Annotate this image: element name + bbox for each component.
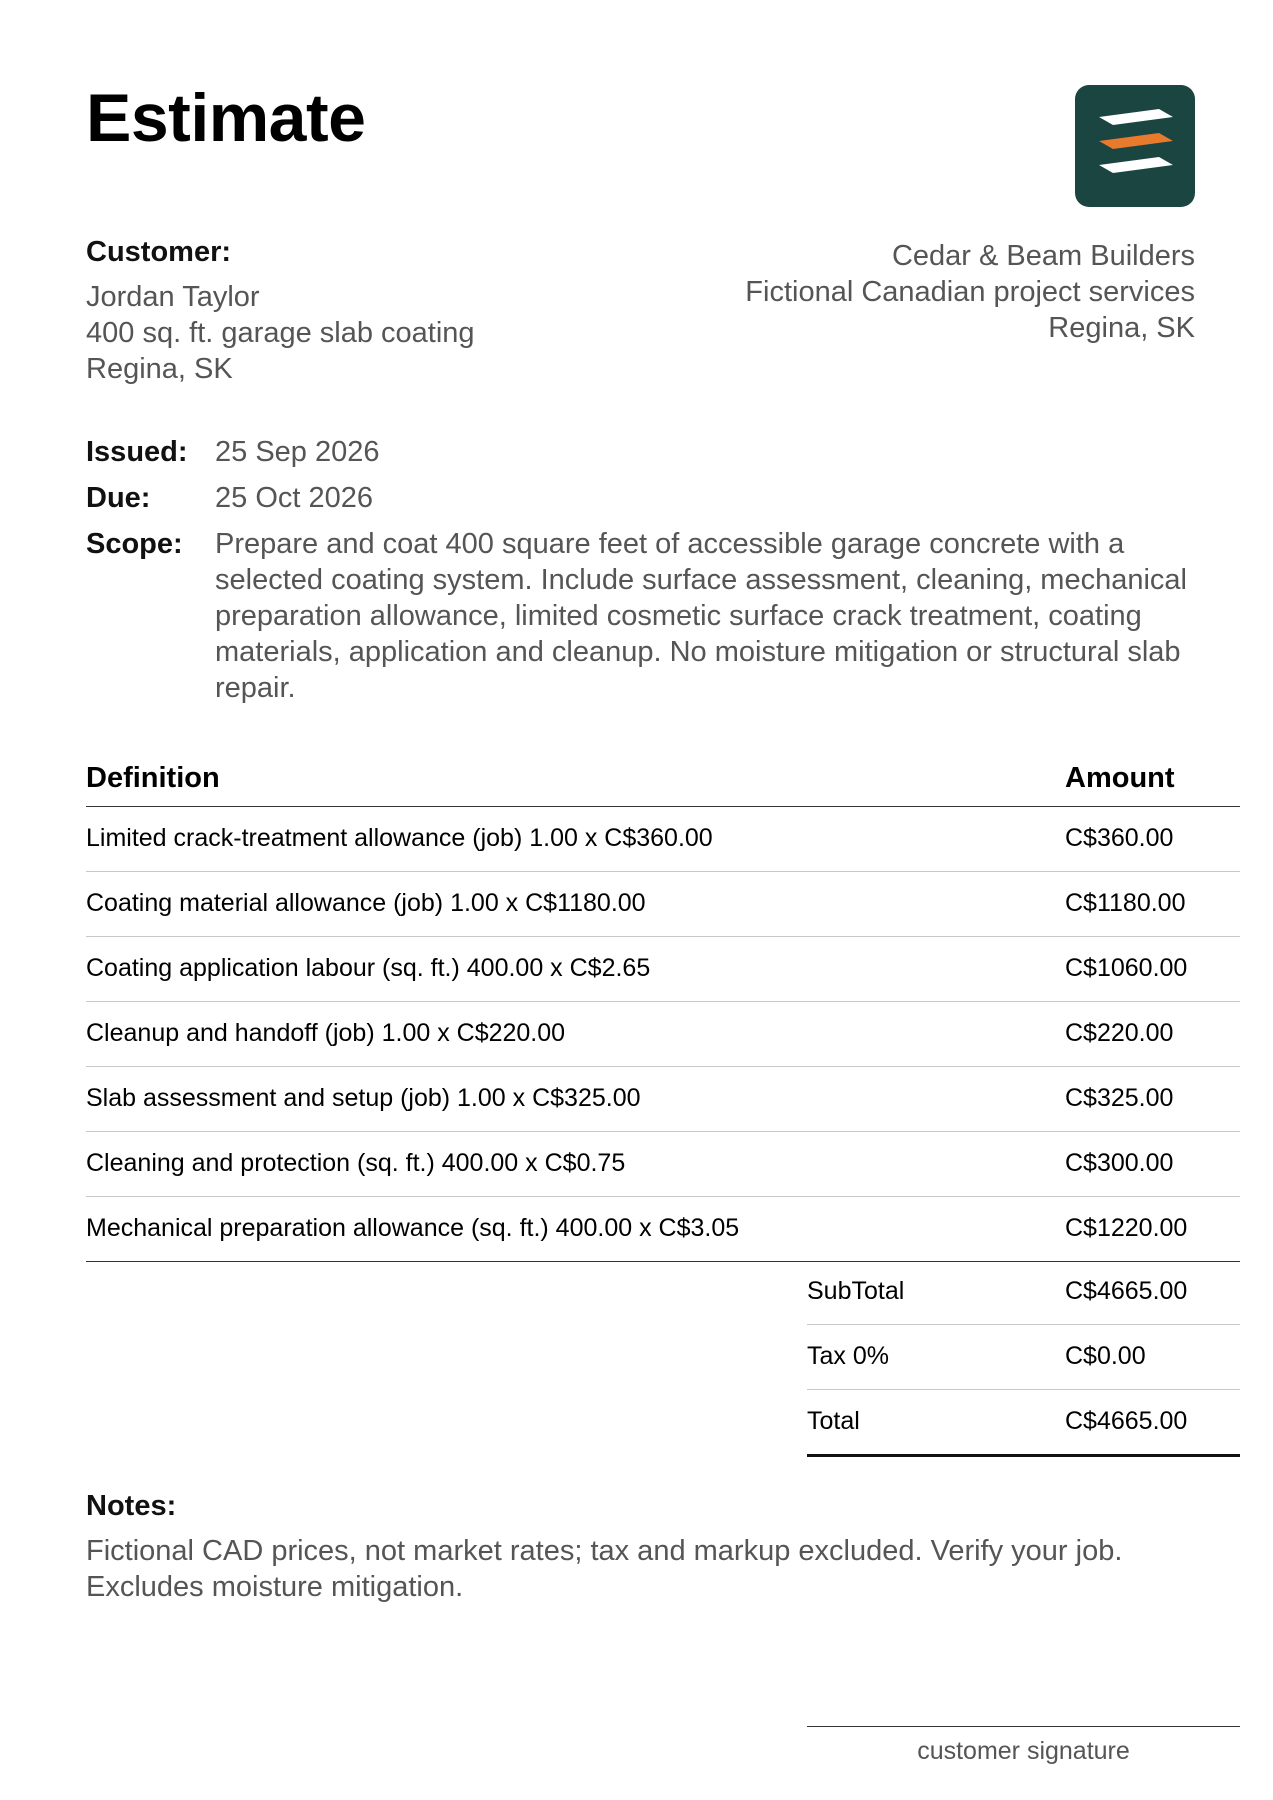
line-item-amount: C$360.00 — [1065, 824, 1174, 852]
line-item-amount: C$325.00 — [1065, 1084, 1174, 1112]
definition-header: Definition — [86, 762, 220, 794]
scope-label: Scope: — [86, 528, 183, 560]
due-date: 25 Oct 2026 — [215, 482, 373, 514]
customer-project: 400 sq. ft. garage slab coating — [86, 317, 475, 349]
company-block — [745, 238, 1195, 346]
line-item-amount: C$220.00 — [1065, 1019, 1174, 1047]
due-row — [86, 480, 1240, 526]
estimate-page — [86, 0, 1240, 1800]
table-row — [86, 1067, 1240, 1132]
company-logo-icon — [1075, 85, 1195, 207]
line-item-definition: Limited crack-treatment allowance (job) 1.00 x C$360.00 — [86, 824, 713, 852]
signature-label: customer signature — [917, 1737, 1130, 1765]
issued-date: 25 Sep 2026 — [215, 436, 380, 468]
estimate-meta — [86, 434, 1240, 706]
table-header — [86, 756, 1240, 807]
table-row — [86, 1132, 1240, 1197]
stacked-layers-icon — [1075, 85, 1195, 207]
subtotal-value: C$4665.00 — [1065, 1277, 1188, 1305]
line-item-definition: Slab assessment and setup (job) 1.00 x C$325.00 — [86, 1084, 641, 1112]
line-item-amount: C$1220.00 — [1065, 1214, 1188, 1242]
notes-text: Fictional CAD prices, not market rates; tax and markup excluded. Verify your job. Excludes moisture mitigation. — [86, 1535, 1123, 1603]
table-body — [86, 807, 1240, 1262]
totals-block — [807, 1260, 1240, 1457]
amount-header: Amount — [1065, 762, 1175, 794]
subtotal-label: SubTotal — [807, 1277, 905, 1305]
tax-row — [807, 1325, 1240, 1390]
line-item-amount: C$1060.00 — [1065, 954, 1188, 982]
tax-value: C$0.00 — [1065, 1342, 1146, 1370]
company-tagline: Fictional Canadian project services — [745, 276, 1195, 308]
tax-label: Tax 0% — [807, 1342, 889, 1370]
total-label: Total — [807, 1407, 860, 1435]
customer-block — [86, 236, 475, 387]
table-row — [86, 1002, 1240, 1067]
customer-label: Customer: — [86, 236, 232, 268]
notes-block — [86, 1490, 1240, 1605]
table-row — [86, 807, 1240, 872]
total-row — [807, 1390, 1240, 1457]
signature-line[interactable] — [807, 1726, 1240, 1766]
company-name: Cedar & Beam Builders — [891, 240, 1195, 272]
customer-location: Regina, SK — [86, 353, 233, 385]
line-item-definition: Coating material allowance (job) 1.00 x C$1180.00 — [86, 889, 646, 917]
total-value: C$4665.00 — [1065, 1407, 1188, 1435]
line-item-definition: Cleanup and handoff (job) 1.00 x C$220.00 — [86, 1019, 566, 1047]
issued-row — [86, 434, 1240, 480]
due-label: Due: — [86, 482, 151, 514]
page-title: Estimate — [86, 80, 366, 156]
scope-row — [86, 526, 1240, 706]
table-row — [86, 1197, 1240, 1262]
line-item-definition: Cleaning and protection (sq. ft.) 400.00 x C$0.75 — [86, 1149, 626, 1177]
subtotal-row — [807, 1260, 1240, 1325]
customer-name: Jordan Taylor — [86, 281, 260, 313]
table-row — [86, 937, 1240, 1002]
notes-label: Notes: — [86, 1490, 177, 1522]
scope-text: Prepare and coat 400 square feet of accessible garage concrete with a selected coating system. Include surface assessment, cleaning, mechanical preparation allowance, limited cosmetic surface crack treatment, coating materials, application and cleanup. No moisture mitigation or structural slab repair. — [215, 528, 1187, 704]
company-location: Regina, SK — [1048, 312, 1195, 344]
line-item-amount: C$1180.00 — [1065, 889, 1186, 917]
line-item-definition: Mechanical preparation allowance (sq. ft.) 400.00 x C$3.05 — [86, 1214, 740, 1242]
line-item-amount: C$300.00 — [1065, 1149, 1174, 1177]
issued-label: Issued: — [86, 436, 188, 468]
line-items-table — [86, 756, 1240, 1262]
line-item-definition: Coating application labour (sq. ft.) 400.00 x C$2.65 — [86, 954, 651, 982]
table-row — [86, 872, 1240, 937]
